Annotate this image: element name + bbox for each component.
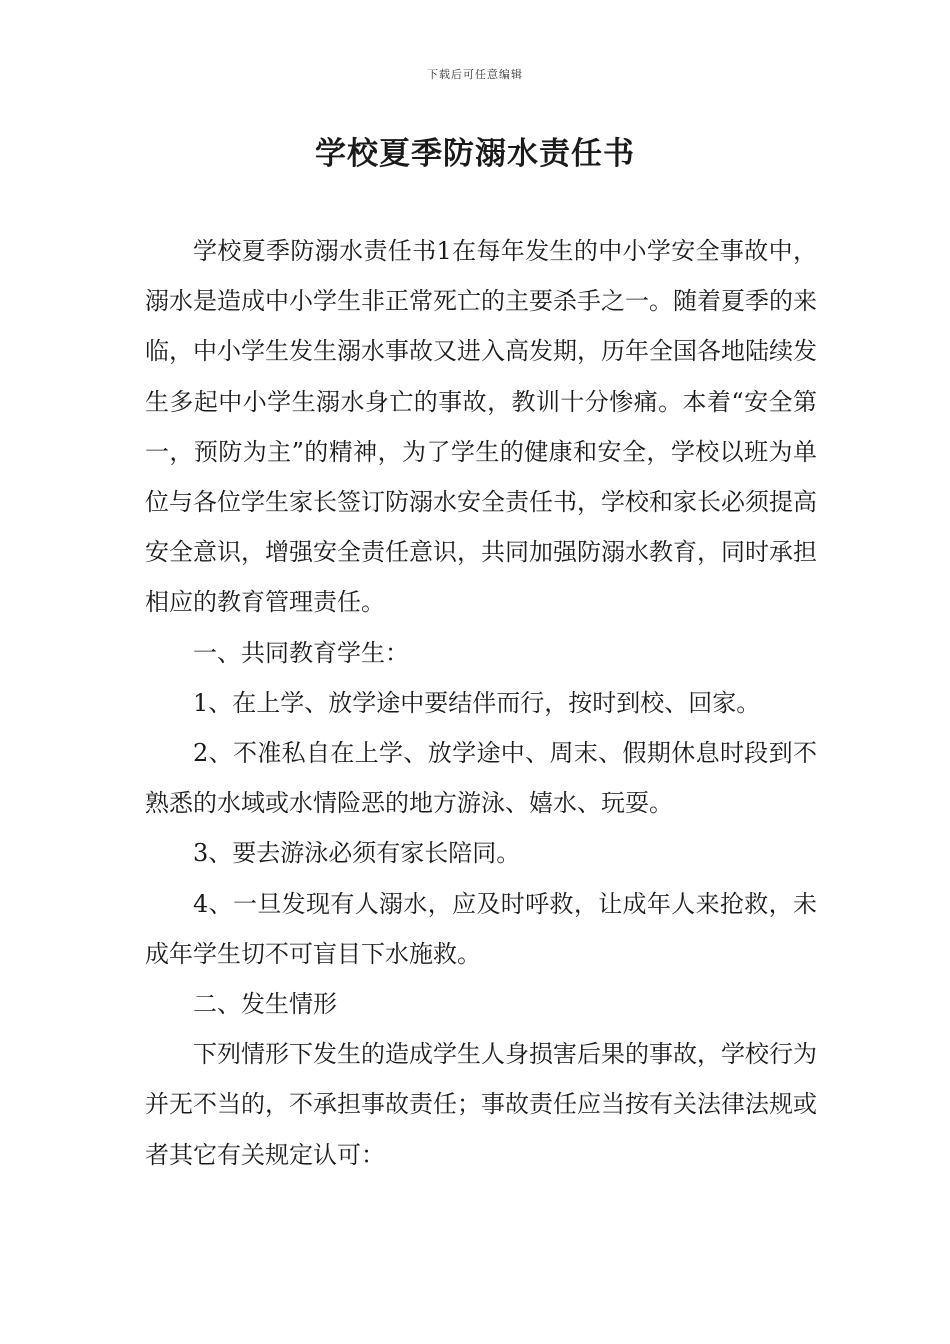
header-note: 下载后可任意编辑: [427, 68, 523, 81]
section-heading-circumstances: 二、发生情形: [193, 990, 337, 1019]
document-body: [145, 226, 817, 1180]
document-title: 学校夏季防溺水责任书: [315, 136, 635, 172]
list-item-3: 3、要去游泳必须有家长陪同。: [193, 839, 521, 868]
paragraph-intro: 学校夏季防溺水责任书1在每年发生的中小学安全事故中，溺水是造成中小学生非正常死亡的主要杀手之一。随着夏季的来临，中小学生发生溺水事故又进入高发期，历年全国各地陆续发生多起中小学生溺水身亡的事故，教训十分惨痛。本着“安全第一，预防为主”的精神，为了学生的健康和安全，学校以班为单位与各位学生家长签订防溺水安全责任书，学校和家长必须提高安全意识，增强安全责任意识，共同加强防溺水教育，同时承担相应的教育管理责任。: [145, 237, 817, 617]
list-item-1: 1、在上学、放学途中要结伴而行，按时到校、回家。: [193, 688, 761, 717]
paragraph-circumstances: 下列情形下发生的造成学生人身损害后果的事故，学校行为并无不当的，不承担事故责任；事故责任应当按有关法律法规或者其它有关规定认可：: [145, 1040, 817, 1169]
list-item-4: 4、一旦发现有人溺水，应及时呼救，让成年人来抢救，未成年学生切不可盲目下水施救。: [145, 889, 817, 968]
list-item-2: 2、不准私自在上学、放学途中、周末、假期休息时段到不熟悉的水域或水情险恶的地方游泳、嬉水、玩耍。: [145, 739, 817, 818]
section-heading-education: 一、共同教育学生：: [193, 638, 409, 667]
